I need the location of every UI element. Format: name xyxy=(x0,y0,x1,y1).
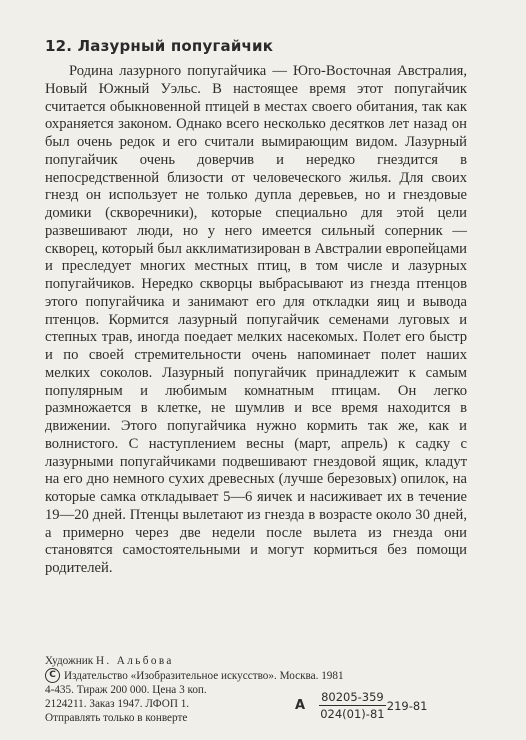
publication-code xyxy=(295,690,427,721)
code-suffix: 219-81 xyxy=(386,698,428,713)
code-letter: А xyxy=(295,698,306,713)
code-denominator: 024(01)-81 xyxy=(320,707,385,721)
description-paragraph: Родина лазурного попугайчика — Юго-Восточная Австралия, Новый Южный Уэльс. В настоящее время этот попугайчик считается обыкновенной птицей в местах своего обитания, так как охраняется законом. Однако всего несколько десятков лет назад он был очень редок и его считали вымирающим видом. Лазурный попугайчик очень доверчив и нередко гнездится в непосредственной близости от человеческого жилья. Для своих гнезд он использует не только дупла деревьев, но и гнездовые домики (скворечники), которые специально для этой цели развешивают люди, но у него имеется сильный соперник — скворец, который был акклиматизирован в Австралии европейцами и преследует многих местных птиц, в том числе и лазурных попугайчиков. Нередко скворцы выбрасывают из гнезда птенцов этого попугайчика и занимают его для откладки яиц и вывода птенцов. Кормится лазурный попугайчик семенами луговых и степных трав, иногда поедает мелких насекомых. Полет его быстр и по своей стремительности очень напоминает полет наших мелких соколов. Лазурный попугайчик принадлежит к самым популярным и любимым комнатным птицам. Он легко размножается в клетке, не шумлив и все время находится в движении. Этого попугайчика нужно кормить так же, как и волнистого. С наступлением весны (март, апрель) к садку с лазурными попугайчиками подвешивают гнездовой ящик, кладут на его дно немного сухих древесных (лучше березовых) опилок, на которые самка откладывает 5—6 яичек и насиживает их в течение 19—20 дней. Птенцы вылетают из гнезда в возрасте около 30 дней, а примерно через две недели после вылета из гнезда они становятся самостоятельными и могут кормиться без помощи родителей. xyxy=(45,63,467,576)
copyright-icon: С xyxy=(45,668,60,683)
print-info-line-3: Отправлять только в конверте xyxy=(45,712,188,724)
print-info-line-1: 4-435. Тираж 200 000. Цена 3 коп. xyxy=(45,684,207,696)
artist-name: Н. Альбова xyxy=(95,655,174,667)
publisher-text: Издательство «Изобразительное искусство». Москва. 1981 xyxy=(64,669,344,682)
print-info-line-2: 2124211. Заказ 1947. ЛФОП 1. xyxy=(45,698,190,710)
publisher-line xyxy=(45,668,344,683)
artist-line xyxy=(45,654,344,668)
card-title: 12. Лазурный попугайчик xyxy=(45,37,274,55)
code-fraction xyxy=(319,690,386,721)
code-numerator: 80205-359 xyxy=(321,690,384,704)
artist-label: Художник xyxy=(45,655,94,667)
